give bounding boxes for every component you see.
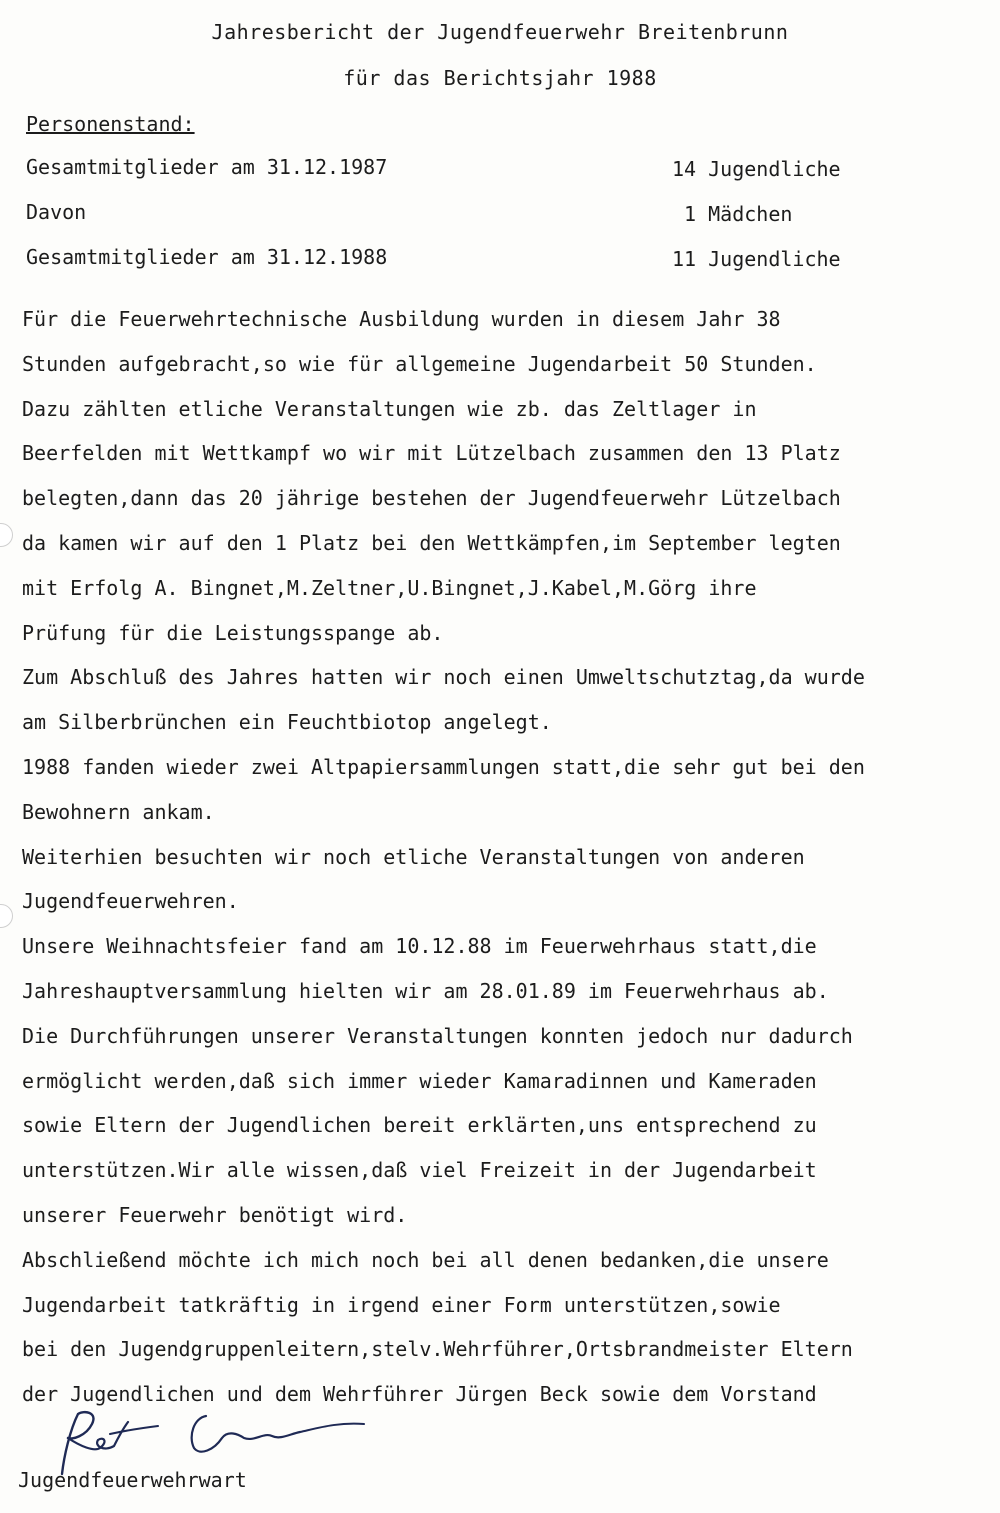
body-line: unserer Feuerwehr benötigt wird. [22,1202,408,1227]
body-line: Die Durchführungen unserer Veranstaltungen konnten jedoch nur dadurch [22,1023,853,1048]
stat-label-1988: Gesamtmitglieder am 31.12.1988 [26,245,388,269]
stat-value-1988: 11 Jugendliche [672,247,841,271]
body-line: belegten,dann das 20 jährige bestehen der Jugendfeuerwehr Lützelbach [22,486,841,511]
body-line: der Jugendlichen und dem Wehrführer Jürgen Beck sowie dem Vorstand [22,1382,817,1407]
body-line: bei den Jugendgruppenleitern,stelv.Wehrführer,Ortsbrandmeister Eltern [22,1337,853,1362]
body-line: Für die Feuerwehrtechnische Ausbildung wurden in diesem Jahr 38 [22,307,781,331]
stat-value-1987: 14 Jugendliche [672,157,841,181]
signature-role: Jugendfeuerwehrwart [18,1468,247,1492]
body-line: mit Erfolg A. Bingnet,M.Zeltner,U.Bingnet,J.Kabel,M.Görg ihre [22,575,757,600]
body-line: sowie Eltern der Jugendlichen bereit erklärten,uns entsprechend zu [22,1113,817,1138]
body-line: Jugendarbeit tatkräftig in irgend einer Form unterstützen,sowie [22,1292,781,1317]
body-line: Beerfelden mit Wettkampf wo wir mit Lützelbach zusammen den 13 Platz [22,441,841,466]
section-heading-personenstand: Personenstand: [26,112,195,136]
body-line: ermöglicht werden,daß sich immer wieder Kamaradinnen und Kameraden [22,1068,817,1093]
body-line: am Silberbrünchen ein Feuchtbiotop angelegt. [22,710,552,735]
body-line: Weiterhien besuchten wir noch etliche Veranstaltungen von anderen [22,844,805,869]
stat-label-1987: Gesamtmitglieder am 31.12.1987 [26,155,388,179]
body-line: unterstützen.Wir alle wissen,daß viel Freizeit in der Jugendarbeit [22,1158,817,1183]
body-line: Dazu zählten etliche Veranstaltungen wie zb. das Zeltlager in [22,396,757,421]
body-line: Abschließend möchte ich mich noch bei all denen bedanken,die unsere [22,1247,829,1272]
body-line: Zum Abschluß des Jahres hatten wir noch einen Umweltschutztag,da wurde [22,665,865,690]
body-line: 1988 fanden wieder zwei Altpapiersammlungen statt,die sehr gut bei den [22,754,865,779]
stat-label-davon: Davon [26,200,87,224]
punch-hole [0,523,13,547]
body-line: da kamen wir auf den 1 Platz bei den Wettkämpfen,im September legten [22,530,841,555]
punch-hole [0,904,13,928]
body-line: Prüfung für die Leistungsspange ab. [22,620,444,645]
stat-value-davon: 1 Mädchen [672,202,793,226]
report-body [22,297,982,1417]
document-title: Jahresbericht der Jugendfeuerwehr Breitenbrunn [211,20,789,44]
document-subtitle: für das Berichtsjahr 1988 [343,66,657,90]
body-line: Stunden aufgebracht,so wie für allgemeine Jugendarbeit 50 Stunden. [22,351,817,376]
body-line: Jahreshauptversammlung hielten wir am 28.01.89 im Feuerwehrhaus ab. [22,978,829,1003]
body-line: Bewohnern ankam. [22,799,215,824]
body-line: Unsere Weihnachtsfeier fand am 10.12.88 im Feuerwehrhaus statt,die [22,934,817,959]
body-line: Jugendfeuerwehren. [22,889,239,914]
